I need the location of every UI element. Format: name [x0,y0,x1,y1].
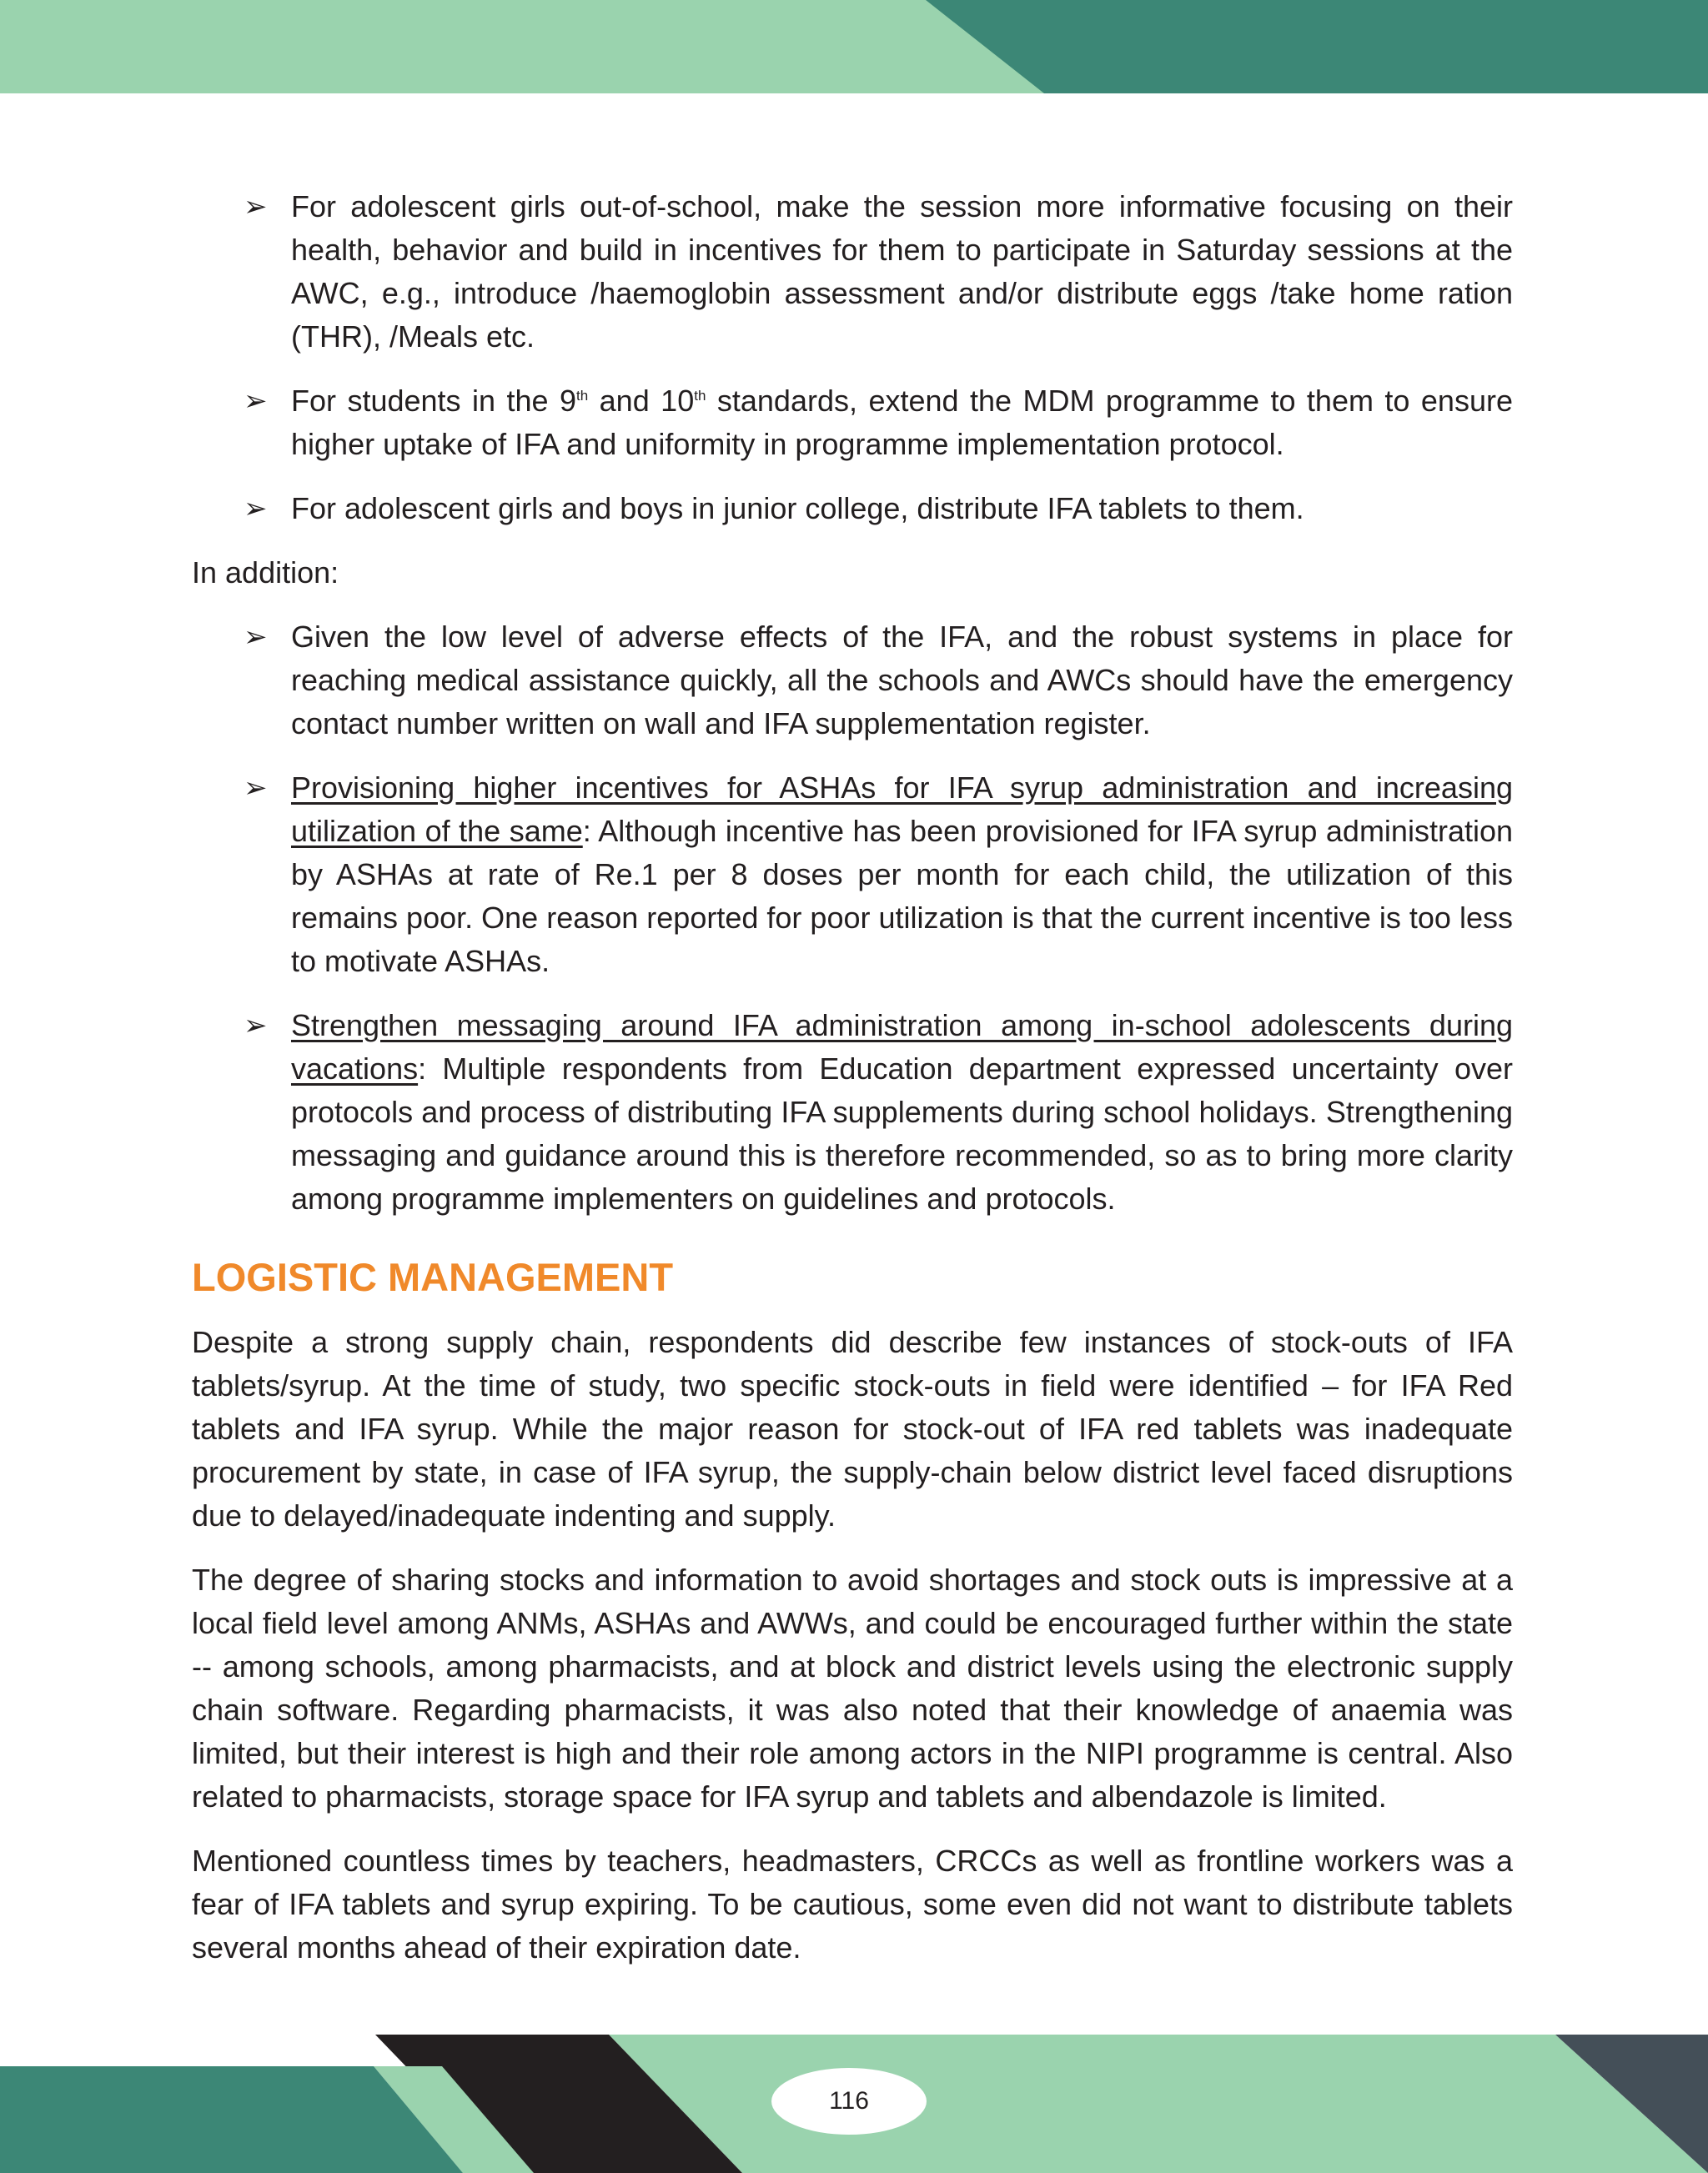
page-content [192,185,1513,1990]
recommendation-list-2 [192,615,1513,1221]
superscript: th [576,388,589,404]
body-paragraph: Despite a strong supply chain, respondents did describe few instances of stock-outs of IFA tablets/syrup. At the time of study, two specific stock-outs in field were identified – for IFA Red tablets and IFA syrup. While the major reason for stock-out of IFA red tablets was inadequate procurement by state, in case of IFA syrup, the supply-chain below district level faced disruptions due to delayed/inadequate indenting and supply. [192,1325,1513,1533]
superscript: th [694,388,706,404]
header-dark-teal-band [926,0,1708,93]
bullet-text-part: and 10 [588,384,695,418]
bullet-text: : Multiple respondents from Education department expressed uncertainty over protocols and process of distributing IFA supplements during school holidays. Strengthening messaging and guidance around this is therefore recommended, so as to bring more clarity among programme implementers on guidelines and protocols. [291,1051,1513,1216]
body-paragraph: The degree of sharing stocks and information to avoid shortages and stock outs is impressive at a local field level among ANMs, ASHAs and AWWs, and could be encouraged further within the state -- among schools, among pharmacists, and at block and district levels using the electronic supply chain software. Regarding pharmacists, it was also noted that their knowledge of anaemia was limited, but their interest is high and their role among actors in the NIPI programme is central. Also related to pharmacists, storage space for IFA syrup and tablets and albendazole is limited. [192,1563,1513,1814]
arrowhead-bullet-icon: ➢ [244,190,268,223]
underlined-lead: Provisioning higher incentives for ASHAs for IFA syrup administration and increasing utilization of the same [291,770,1513,848]
page-number: 116 [771,2068,927,2135]
list-item [192,1004,1513,1221]
section-heading: LOGISTIC MANAGEMENT [192,1255,674,1299]
bullet-text: For adolescent girls and boys in junior college, distribute IFA tablets to them. [291,491,1304,525]
in-addition-label: In addition: [192,555,339,590]
arrowhead-bullet-icon: ➢ [244,620,268,654]
arrowhead-bullet-icon: ➢ [244,492,268,525]
bullet-text: Given the low level of adverse effects of the IFA, and the robust systems in place for reaching medical assistance quickly, all the schools and AWCs should have the emergency contact number written on wall and IFA supplementation register. [291,620,1513,740]
list-item [192,766,1513,983]
underlined-lead: Strengthen messaging around IFA administration among in-school adolescents during vacations [291,1008,1513,1086]
list-item [192,615,1513,745]
bullet-text-part: standards, extend the MDM programme to them to ensure higher uptake of IFA and uniformity in programme implementation protocol. [291,384,1513,461]
list-item [192,185,1513,359]
arrowhead-bullet-icon: ➢ [244,384,268,418]
bullet-text: : Although incentive has been provisioned for IFA syrup administration by ASHAs at rate of Re.1 per 8 doses per month for each child, the utilization of this remains poor. One reason reported for poor utilization is that the current incentive is too less to motivate ASHAs. [291,814,1514,978]
list-item [192,487,1513,530]
header-decoration-band [0,0,1708,93]
arrowhead-bullet-icon: ➢ [244,771,268,805]
recommendation-list-1 [192,185,1513,530]
list-item [192,379,1513,466]
bullet-text-part: For students in the 9 [291,384,577,418]
bullet-text: For adolescent girls out-of-school, make the session more informative focusing on their health, behavior and build in incentives for them to participate in Saturday sessions at the AWC, e.g., introduce /haemoglobin assessment and/or distribute eggs /take home ration (THR), /Meals etc. [291,189,1513,354]
body-paragraph: Mentioned countless times by teachers, headmasters, CRCCs as well as frontline workers was a fear of IFA tablets and syrup expiring. To be cautious, some even did not want to distribute tablets several months ahead of their expiration date. [192,1844,1513,1965]
arrowhead-bullet-icon: ➢ [244,1009,268,1042]
